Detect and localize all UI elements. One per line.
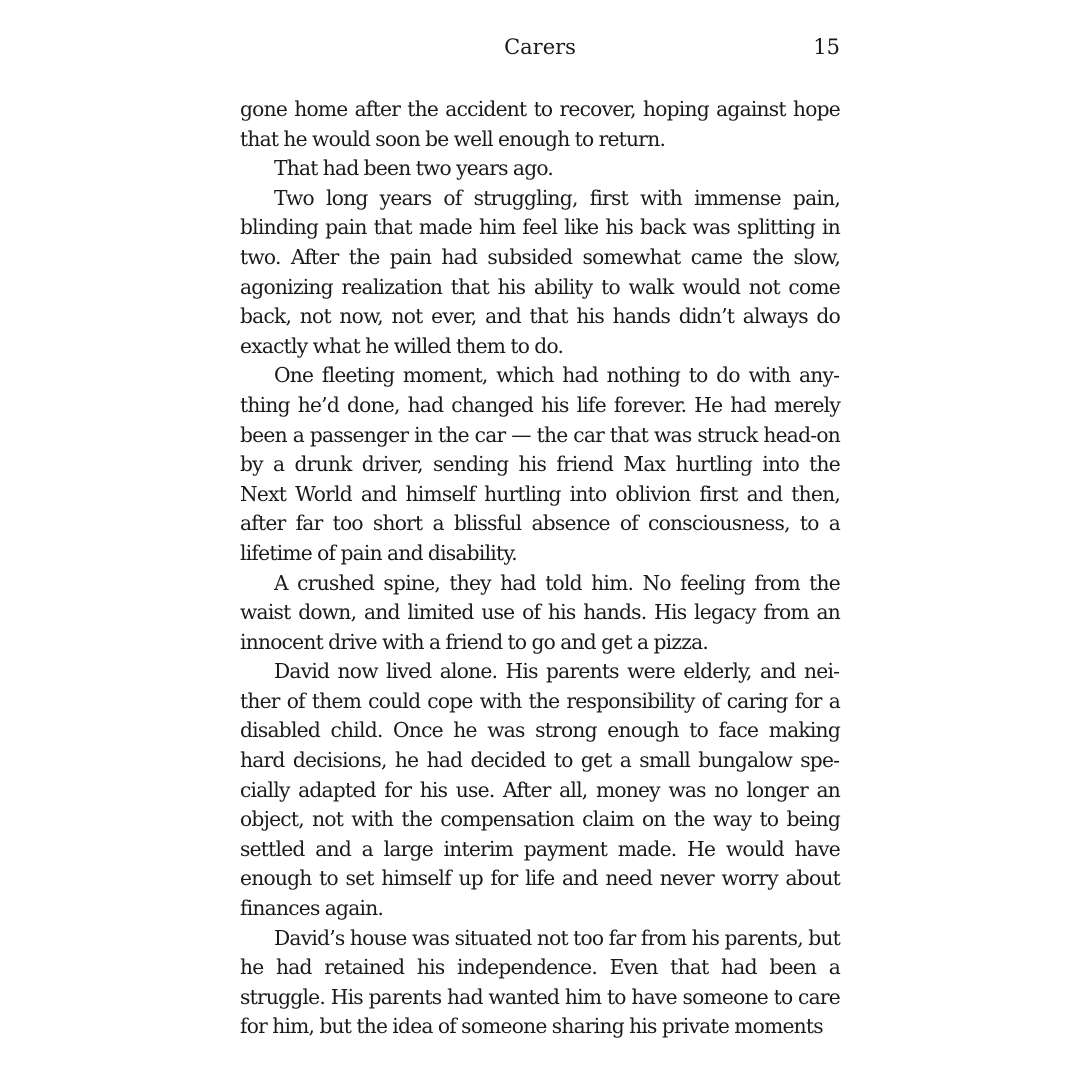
body-text [240, 95, 840, 1042]
page-number: 15 [813, 35, 840, 59]
paragraph: That had been two years ago. [274, 156, 554, 181]
running-title: Carers [504, 35, 576, 59]
paragraph-continued: gone home after the accident to recover, hoping against hope that he would soon be well enough to return. [240, 97, 840, 151]
paragraph: One fleeting moment, which had nothing to do with anything he’d done, had changed his life forever. He had merely been a passenger in the car — the car that was struck head-on by a drunk driver, sending his friend Max hurtling into the Next World and himself hurtling into oblivion first and then, after far too short a blissful absence of consciousness, to a lifetime of pain and disability. [240, 363, 840, 565]
paragraph: Two long years of struggling, first with immense pain, blinding pain that made him feel like his back was splitting in two. After the pain had subsided somewhat came the slow, agonizing realization that his ability to walk would not come back, not now, not ever, and that his hands didn’t always do exactly what he willed them to do. [240, 185, 840, 358]
book-page [240, 0, 840, 1080]
paragraph: A crushed spine, they had told him. No feeling from the waist down, and limited use of his hands. His legacy from an innocent drive with a friend to go and get a pizza. [240, 570, 840, 654]
paragraph: David’s house was situated not too far from his parents, but he had retained his independence. Even that had been a struggle. His parents had wanted him to have someone to care for him, but the idea of someone sharing his private moments [240, 925, 840, 1039]
paragraph: David now lived alone. His parents were elderly, and neither of them could cope with the responsibility of caring for a disabled child. Once he was strong enough to face making hard decisions, he had decided to get a small bungalow specially adapted for his use. After all, money was no longer an object, not with the compensation claim on the way to being settled and a large interim payment made. He would have enough to set himself up for life and need never worry about finances again. [240, 659, 840, 921]
running-head [240, 32, 840, 62]
